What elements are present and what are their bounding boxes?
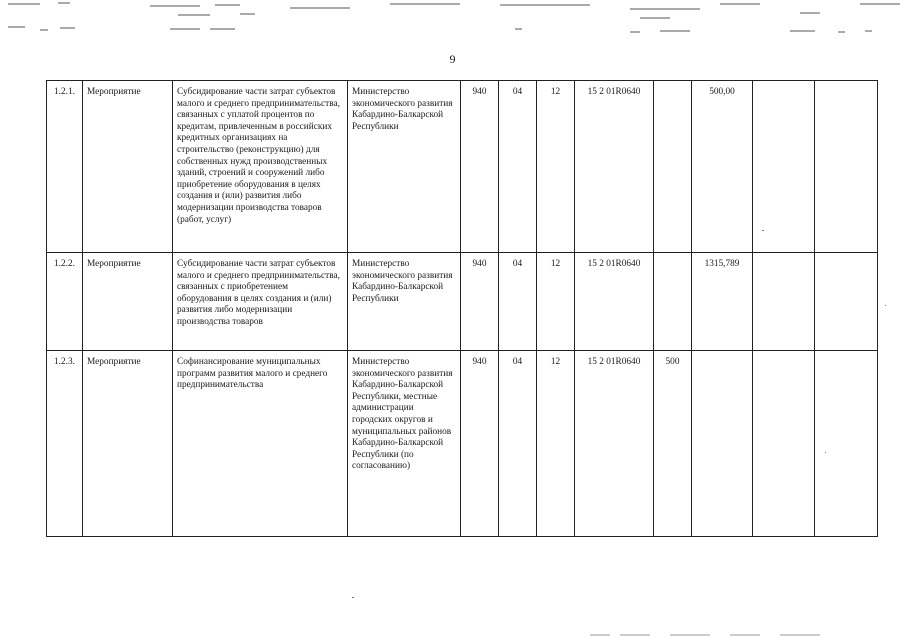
row-value-3 (815, 351, 878, 537)
row-description: Субсидирование части затрат субъектов малого и среднего предпринимательства, связанных с приобретением оборудования в целях создания и (или) развития либо модернизации производства товаров (173, 253, 348, 351)
row-type: Мероприятие (83, 351, 173, 537)
scan-artifacts-top (0, 0, 905, 40)
row-executor: Министерство экономического развития Кабардино-Балкарской Республики (348, 81, 461, 253)
page-number: 9 (449, 52, 456, 66)
row-number: 1.2.3. (47, 351, 83, 537)
row-pr: 12 (537, 253, 575, 351)
row-pr: 12 (537, 351, 575, 537)
table-row (47, 81, 878, 253)
scan-speck (762, 230, 764, 231)
row-value-2 (753, 253, 815, 351)
row-type: Мероприятие (83, 81, 173, 253)
row-csr: 15 2 01R0640 (575, 351, 654, 537)
row-executor: Министерство экономического развития Кабардино-Балкарской Республики (348, 253, 461, 351)
row-type: Мероприятие (83, 253, 173, 351)
scan-artifacts-bottom (590, 630, 890, 640)
row-grbs: 940 (461, 81, 499, 253)
row-number: 1.2.1. (47, 81, 83, 253)
row-description: Субсидирование части затрат субъектов малого и среднего предпринимательства, связанных с уплатой процентов по кредитам, привлеченным в российских кредитных организациях на строительство (реконструкцию) для собственных нужд производственных зданий, строений и сооружений либо приобретение оборудования в целях создания и (или) развития либо модернизации производства товаров (работ, услуг) (173, 81, 348, 253)
row-value-1: 500,00 (692, 81, 753, 253)
row-rz: 04 (499, 253, 537, 351)
table-row (47, 351, 878, 537)
row-grbs: 940 (461, 351, 499, 537)
scan-speck (352, 597, 354, 598)
row-rz: 04 (499, 81, 537, 253)
row-csr: 15 2 01R0640 (575, 253, 654, 351)
row-csr: 15 2 01R0640 (575, 81, 654, 253)
row-grbs: 940 (461, 253, 499, 351)
row-vr (654, 253, 692, 351)
scan-speck (885, 305, 886, 306)
row-number: 1.2.2. (47, 253, 83, 351)
row-description: Софинансирование муниципальных программ развития малого и среднего предпринимательства (173, 351, 348, 537)
row-value-3 (815, 253, 878, 351)
row-value-2 (753, 351, 815, 537)
table-row (47, 253, 878, 351)
budget-table (46, 80, 878, 537)
row-value-1 (692, 351, 753, 537)
row-rz: 04 (499, 351, 537, 537)
scan-speck (825, 452, 826, 453)
row-value-2 (753, 81, 815, 253)
row-executor: Министерство экономического развития Кабардино-Балкарской Республики, местные администрации городских округов и муниципальных районов Кабардино-Балкарской Республики (по согласованию) (348, 351, 461, 537)
row-vr: 500 (654, 351, 692, 537)
row-value-3 (815, 81, 878, 253)
row-pr: 12 (537, 81, 575, 253)
row-value-1: 1315,789 (692, 253, 753, 351)
row-vr (654, 81, 692, 253)
